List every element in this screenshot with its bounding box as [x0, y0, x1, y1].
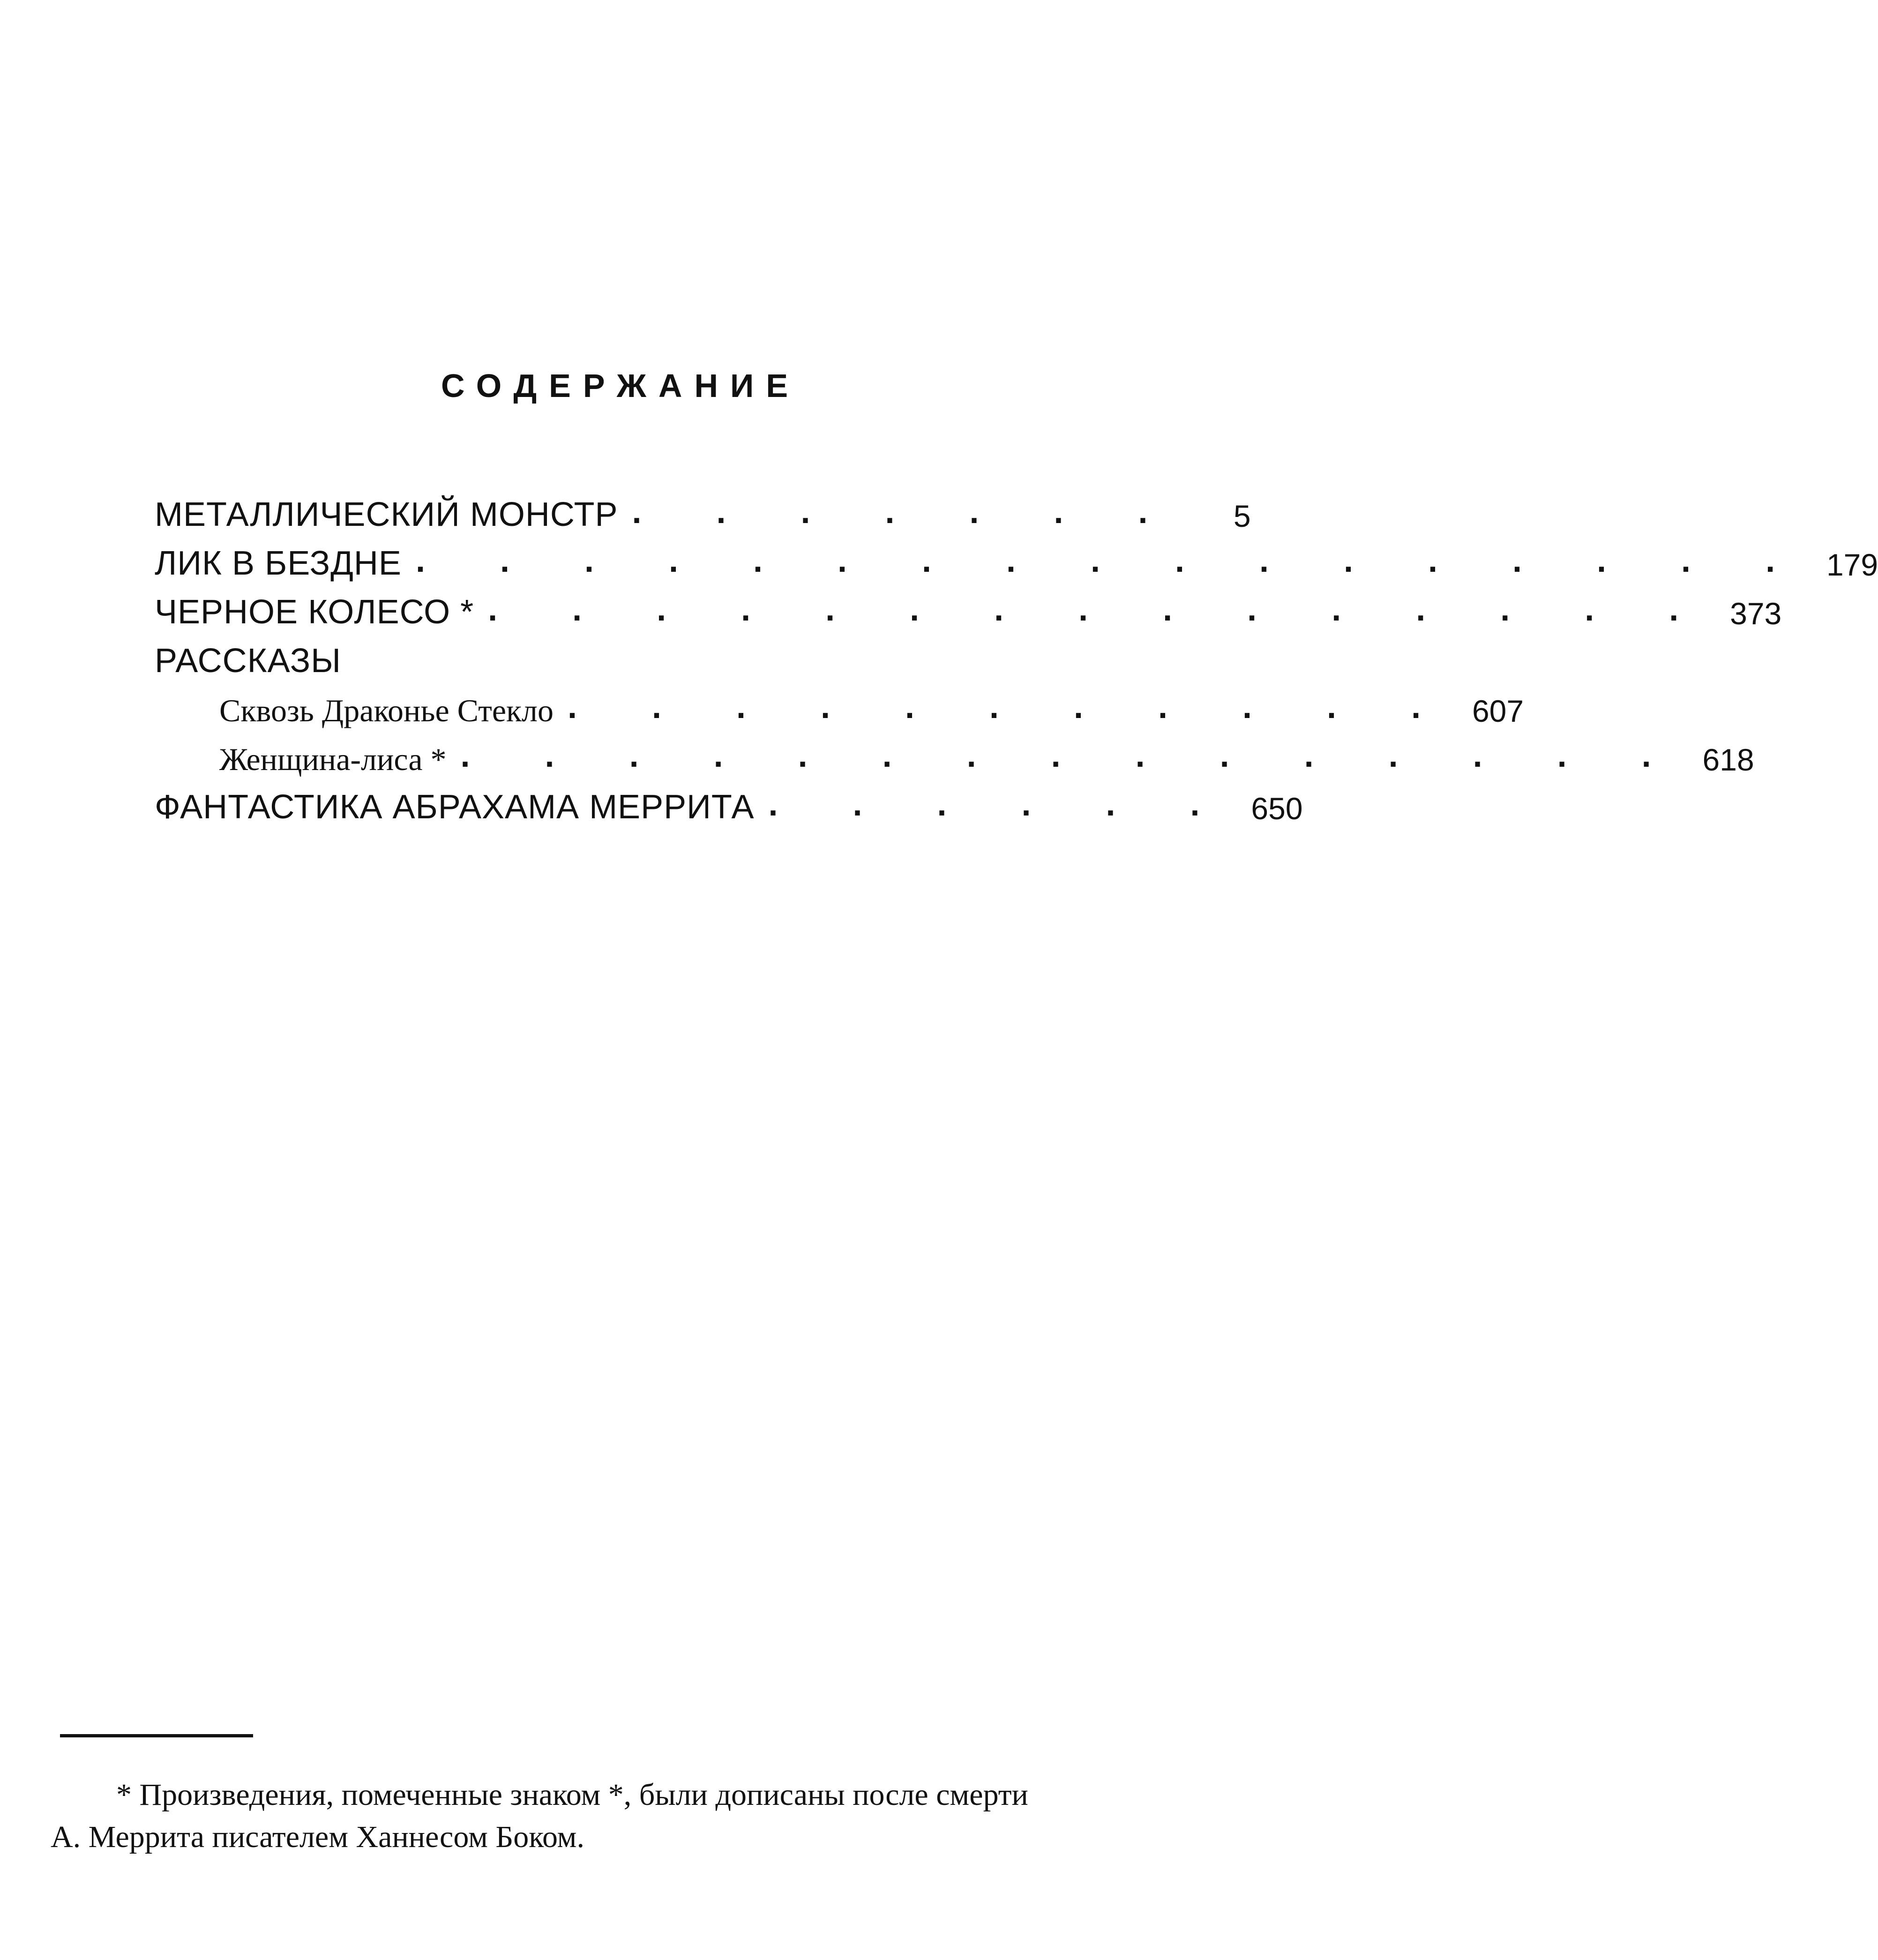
dot-leader: . . . . . . .: [632, 493, 1181, 531]
toc-entry-page: 650: [1251, 791, 1303, 826]
toc-entry-page: 607: [1472, 694, 1524, 728]
footnote-divider: [60, 1734, 253, 1737]
toc-entry-page: 373: [1730, 596, 1782, 631]
dot-leader: . . . . . . . . . . . . . . .: [488, 591, 1712, 628]
toc-entry-black-wheel[interactable]: [155, 580, 1782, 631]
footnote: [51, 1774, 1194, 1858]
dot-leader: . . . . . . . . . . . . . . .: [460, 737, 1684, 774]
toc-entry-fox-woman[interactable]: [155, 726, 1754, 777]
dot-leader: . . . . . . . . . . .: [567, 688, 1454, 726]
page-title: СОДЕРЖАНИЕ: [441, 367, 801, 404]
toc-entry-page: 618: [1702, 742, 1754, 777]
toc-entry-title: Женщина-лиса *: [219, 741, 447, 777]
toc-entry-title: Сквозь Драконье Стекло: [219, 693, 554, 728]
toc-entry-title: МЕТАЛЛИЧЕСКИЙ МОНСТР: [155, 496, 618, 533]
toc-entry-metal-monster[interactable]: [155, 483, 1251, 533]
toc-entry-face-in-abyss[interactable]: [155, 531, 1878, 582]
toc-section-title: РАССКАЗЫ: [155, 642, 342, 680]
toc-section-stories[interactable]: [155, 629, 1092, 678]
toc-entry-title: ФАНТАСТИКА АБРАХАМА МЕРРИТА: [155, 788, 755, 826]
toc-entry-page: 5: [1233, 499, 1251, 533]
toc-entry-page: 179: [1826, 547, 1878, 582]
dot-leader: . . . . . .: [768, 785, 1233, 823]
toc-entry-merritt-fantasy[interactable]: [155, 775, 1303, 826]
toc-entry-title: ЛИК В БЕЗДНЕ: [155, 545, 402, 582]
footnote-line: А. Меррита писателем Ханнесом Боком.: [51, 1820, 584, 1854]
toc-entry-title: ЧЕРНОЕ КОЛЕСО *: [155, 593, 474, 631]
table-of-contents: [155, 483, 1878, 826]
dot-leader: . . . . . . . . . . . . . . . . .: [415, 542, 1808, 579]
toc-entry-dragon-glass[interactable]: [155, 678, 1524, 728]
footnote-line: * Произведения, помеченные знаком *, были дописаны после смерти: [116, 1778, 1028, 1812]
